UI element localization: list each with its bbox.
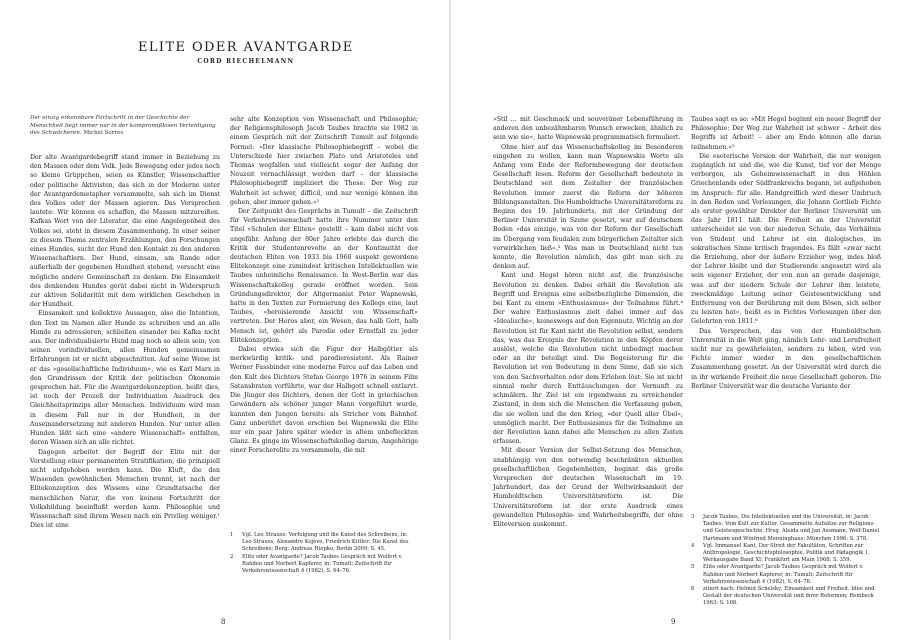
paragraph: Taubes sagt es so: »Mit Hegel beginnt ein neuer Begriff der Philosophie: Der Weg zur Wahrheit ist schwer – Arbeit des Begriffs ist Arbeit! – aber am Ende können alle daran teilnehmen.«⁵	[691, 116, 881, 151]
right-footnotes	[691, 514, 881, 608]
page-number-right: 9	[671, 618, 676, 626]
footnote-text: Jacob Taubes, Die Intellektuellen und die Universität, in: Jacob Taubes: Vom Kult zur Kultur. Gesammelte Aufsätze zur Religions- und Geistesgeschichte, Hrsg. Aleida und Jan Assmann, Wolf-Daniel Hartmann und Winfried Menninghaus; München 1996; S. 378.	[703, 514, 880, 542]
footnote	[691, 564, 881, 586]
footnote-number: 1	[230, 532, 234, 538]
footnote	[691, 514, 881, 543]
article-header	[138, 40, 354, 65]
footnote	[230, 532, 418, 554]
left-page	[0, 0, 449, 640]
epigraph-attribution: Michel Serres	[83, 130, 124, 137]
paragraph: Ohne hier auf das Wissenschaftskolleg im Besonderen eingehen zu wollen, kann man Wapnewskis Worte als Anfang vom Ende der Reformbewegung der deutschen Gesellschaft lesen. Reform der Gesellschaft bedeutete in Deutschland seit dem Zeitalter der französischen Revolution immer zuerst die Reform der höheren Bildungsanstalten. Die Humboldtsche Universitätsreform zu Beginn des 19. Jahrhunderts, mit der Gründung der Berliner Universität in Szene gesetzt, war auf deutschem Boden »das einzige, was von der Reform der Gesellschaft im Übergang vom feudalen zum bürgerlichen Zeitalter sich verwirklichen ließ«.³ Was man in Deutschland nicht tun konnte, die Revolution nämlich, das gibt man sich zu denken auf.	[493, 143, 683, 271]
article-author: CORD RIECHELMANN	[197, 58, 295, 65]
left-column-1	[30, 153, 220, 530]
left-column-2	[230, 115, 418, 456]
left-footnotes	[230, 532, 418, 575]
footnote-text: Elite oder Avantgarde? Jacob Taubes Gespräch mit Wolfert v. Rahden und Norbert Kapferer, in: Tumult: Zeitschrift für Verkehrswissenschaft 4 (1982), S. 64–76.	[703, 564, 864, 585]
footnote-text: Vgl. Leo Strauss: Verfolgung und die Kunst des Schreibens, in: Leo Strauss, Alexandre Kojève, Friedrich Kittler: Die Kunst des Schreibens; Berg: Andreas Hiepko, Berlin 2009; S. 45.	[242, 532, 409, 553]
footnote-number: 4	[691, 542, 695, 549]
paragraph: Dagegen arbeitet der Begriff der Elite mit der Vorstellung einer permanenten Stratifikation, die prinzipiell nicht aufgehoben werden kann. Die Kluft, die den Wissenden gewöhnlichen Menschen trennt, ist nach der Elitekonzeption des Wissens eine Grundtatsache der menschlichen Natur, die von keinem Fortschritt der Volksbildung beeinflußt werden kann. Philosophie und Wissenschaft sind ihrem Wesen nach ein Privileg weniger.¹ Dies ist eine	[30, 448, 220, 530]
right-column-1	[493, 115, 683, 529]
paragraph: Einsamkeit und kollektive Aussagen, also die Intention, den Text im Namen aller Hunde zu schreiben und an alle Hunde zu adressieren, schließen einander bei Kafka nicht aus. Der individualisierte Hund mag noch so allein sein; von seinen vorindividuellen, allen Hunden gemeinsamen Erfahrungen ist er nicht abgeschnitten. Auf seine Weise ist er das »gesellschaftliche Individuum«, wie es Karl Marx in den Grundrissen der Kritik der politischen Ökonomie gesprochen hat. Für die Avantgardekonzeption, heißt dies, ist noch der Prozeß der Individuation Ausdruck des Gleichheitsprinzips aller Menschen. Individuum wird man in diesem Fall nur in der Hundheit, in der Auseinandersetzung mit anderen Hunden. Nur unter allen Hunden läßt sich eine »andere Wissenschaft« entfalten, deren Wissen sich an alle richtet.	[30, 310, 220, 447]
footnote-number: 3	[691, 514, 695, 520]
paragraph: Die esoterische Version der Wahrheit, die nur wenigen zugänglich ist und die, wie die Kunst, tief vor der Menge verborgen, als Geheimwissenschaft in den Höhlen Griechenlands oder Südfrankreichs begann, ist aufgehoben im Anspruch: für alle. Handgreiflich wird dieser Umbruch in den Reden und Vorlesungen, die Johann Gottlieb Fichte als erster gewählter Direktor der Berliner Universität um das Jahr 1811 hält. Die Freiheit an der Universität unterscheidet sie von der niederen Schule, das Verhältnis von Student und Lehrer ist ein dialogisches, im sokratischen Sinne kritisch fragendes. Es fällt »zwar nicht die Erziehung, aber der äußere Erzieher weg, indes bloß der Lehrer bleibt und der Studierende angesetzt wird als sein eigener Erzieher, der von nun an gerade dasjenige, was auf der niedern Schule der Lehrer ihm leistete, zweckmäßige Leitung seiner Geistesentwicklung und Entfernung von der Berührung mit dem Bösen, sich selber zu leisten hat«, heißt es in Fichtes Vorlesungen über den Gelehrten von 1811.⁶	[691, 152, 881, 326]
paragraph: Der alte Avantgardebegriff stand immer in Beziehung zu den Massen oder dem Volk. Jede Bewegung oder jedes noch so kleine Grüppchen, seien es Künstler, Wissenschaftler oder politische Aktivisten, das sich in der Moderne unter der Avantgardemetapher versammelte, sah sich im Dienst des Volkes oder der Massen agieren. Das Versprechen lautete: Wir können es schaffen, die Massen mitzureißen. Kafkas Wort von der Literatur, die eine Angelegenheit des Volkes sei, steht in diesem Zusammenhang. In einer seiner zu diesem Thema zentralen Erzählungen, den Forschungen eines Hundes, sucht der Hund den Kontakt zu den anderen Wissenschaftlern. Der Hund, einsam, am Rande oder außerhalb der gegebenen Hundheit stehend, versucht eine mögliche andere Gemeinschaft zu denken. Die Einsamkeit des denkenden Hundes gerät dabei nicht in Widerspruch zur aktiven Solidarität mit dem wirklichen Geschehen in der Hundheit.	[30, 154, 220, 309]
footnote	[691, 586, 881, 608]
paragraph: »Stil … mit Geschmack und souveräner Lebensführung in anderen den unbezähmbaren Wunsch erwecken, ähnlich zu sein wie sie«, hatte Wapnewski programmatisch formuliert.	[493, 116, 683, 142]
paragraph: Der Zeitpunkt des Gesprächs in Tumult – die Zeitschrift für Verkehrswissenschaft hatte ihre Nummer unter den Titel »Schulen der Eliten« gestellt – kam dabei nicht von ungefähr. Anfang der 80er Jahre erlebte das durch die Kritik der Studentenrevolte an der Kontinuität der deutschen Eliten von 1933 bis 1968 suspekt gewordene Elitekonzept eine zumindest kritischen Intellektuellen wie Taubes unheimliche Renaissance. In West-Berlin war das Wissenschaftskolleg gerade eröffnet worden. Sein Gründungsdirektor, der Altgermanist Peter Wapnewski, hatte in den Texten zur Formierung des Kollegs eine, laut Taubes, »heroisierende Ansicht von Wissenschaft« vertreten. Der Heros aber, ein Wesen, das halb Gott, halb Mensch ist, gehört als Parodie oder Ernstfall zu jeder Elitekonzeption.	[230, 208, 418, 344]
paragraph: Kant und Hegel hören nicht auf, die französische Revolution zu denken. Dabei erhält die Revolution als Begriff und Ereignis eine selbstbezügliche Dimension, die bei Kant zu einem »Enthusiasmus« der Teilnahme führt.⁴ Der wahre Enthusiasmus zielt dabei immer auf das »Idealische«, keineswegs auf den Eigennutz. Wichtig an der Revolution ist für Kant nicht die Revolution selbst, sondern das, was das Ereignis der Revolution in den Köpfen derer auslöst, welche die Revolution nicht unbedingt machen oder an ihr beteiligt sind. Die Begeisterung für die Revolution ist von Bedeutung in dem Sinne, daß sie sich von den Sachverhalten oder dem Erleben löst: Sie ist nicht einmal mehr durch Enttäuschungen der Vernunft zu schmälern. Ihr Ziel ist ein irgendwann zu erreichender Zustand, in dem sich die Menschen die Verfassung geben, die sie wollen und die den Krieg, »der Quell aller Übel«, unmöglich macht. Der Enthusiasmus für die Teilnahme an der Revolution kann dabei alle Menschen zu allen Zeiten erfassen.	[493, 272, 683, 446]
footnote-text: Elite oder Avantgarde? Jacob Taubes Gespräch mit Wolfert v. Rahden und Norbert Kapferer, in: Tumult: Zeitschrift für Verkehrswissenschaft 4 (1982), S. 64–76.	[242, 553, 403, 575]
page-number-left: 8	[221, 618, 226, 626]
epigraph-text: Der einzig erkennbare Fortschritt in der Geschichte der Menschheit liegt immer nur in der kompromißlosen Verteidigung des Schwächeren.	[30, 115, 216, 137]
epigraph	[30, 115, 220, 138]
right-page	[451, 0, 900, 640]
footnote-text: Vgl. Immanuel Kant, Der Streit der Fakultäten, Schriften zur Anthropologie, Geschichtsphilosophie, Politik und Pädagogik 1, Werkausgabe Band XI; Frankfurt am Main 1968; S. 359.	[703, 542, 870, 564]
article-title: ELITE ODER AVANTGARDE	[138, 40, 354, 55]
paragraph: sehr alte Konzeption von Wissenschaft und Philosophie; der Religionsphilosoph Jacob Taubes brachte sie 1982 in einem Gespräch mit der Zeitschrift Tumult auf folgende Formel: »Der klassische Philosophiebegriff – wobei die Unterschiede hier zwischen Plato und Aristoteles und Thomas wegfallen und vielleicht sogar der Anfang der Neuzeit vernachlässigt werden darf – der klassische Philosophiebegriff impliziert die These: Der Weg zur Wahrheit ist schwer, difficil, und nur wenige können ihn gehen, aber immer gehen.«²	[230, 116, 418, 206]
footnote	[230, 554, 418, 576]
footnote-number: 5	[691, 564, 695, 571]
paragraph: Dabei erwies sich die Figur der Halbgötter als merkwürdig kritik- und parodieresistent. Als Rainer Werner Fassbinder eine moderne Farce auf das Leben und den Kult des Dichters Stefan George 1976 in seinem Film Satansbraten vorführte, war der Halbgott schnell entlarvt. Die Jünger des Dichters, denen der Gott in griechischen Gewändern als schöner junger Mann vorgeführt wurde, kannten den Jungen bereits: als Stricher vom Bahnhof. Ganz unberührt davon erschien bei Wapnewski die Elite nur ein paar Jahre später wieder in altem unbefleckten Glanz. Es ginge im Wissenschaftskolleg darum, Angehörige einer Forscherelite zu versammeln, die mit	[230, 346, 418, 455]
paragraph: Mit dieser Version der Selbst-Setzung des Menschen, unabhängig von den notwendig beschränkten aktuellen gesellschaftlichen Gegebenheiten, beginnt das große Versprechen der deutschen Wissenschaft im 19. Jahrhundert, das der Grund der Weltwirksamkeit der Humboldtschen Universitätsreform ist. Die Universitätsreform ist der erste Ausdruck eines gewandelten Philosophie- und Wahrheitsbegriffs, der ohne Eliteversion auskommt.	[493, 447, 683, 528]
paragraph: Das Versprechen, das von der Humboldtschen Universität in die Welt ging, nämlich Lehr- und Lernfreiheit nicht nur zu gewährleisten, sondern zu leben, wird von Fichte immer wieder in den gesellschaftlichen Zusammenhang gesetzt. An der Universität wird durch die in ihr wirkende Freiheit die neue Gesellschaft geboren. Die Berliner Universität war die deutsche Variante der	[691, 327, 881, 390]
footnote-number: 2	[230, 553, 234, 560]
footnote-text: zitiert nach: Helmut Schelsky: Einsamkeit und Freiheit. Idee und Gestalt der deutschen Universität und ihrer Reformen; Reinbeck 1963; S. 108.	[703, 586, 875, 607]
footnote-number: 6	[691, 586, 695, 593]
footnote	[691, 543, 881, 565]
right-column-2	[691, 115, 881, 391]
